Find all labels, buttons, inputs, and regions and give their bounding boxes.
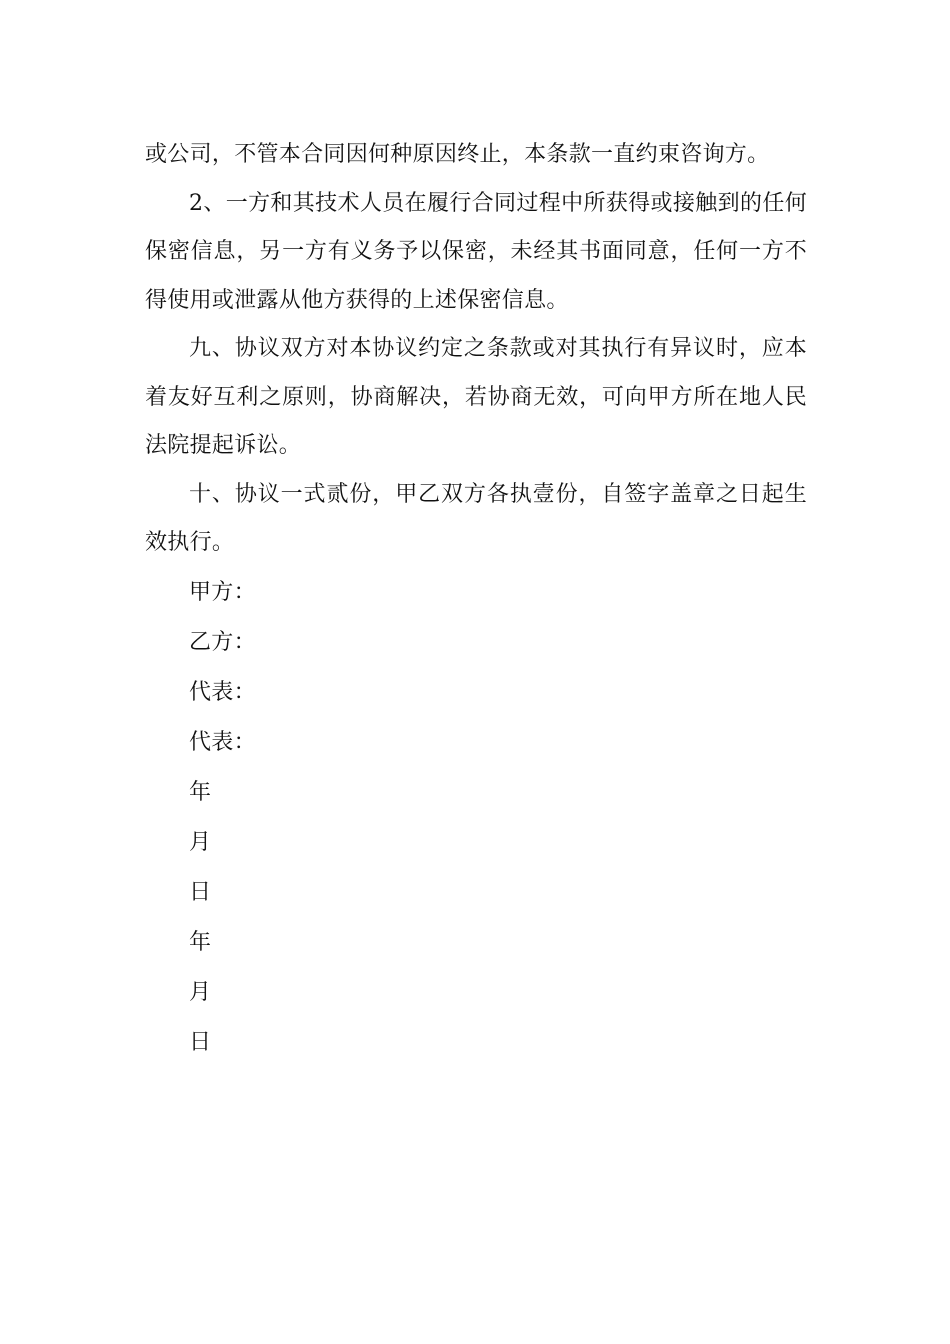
party-a-label: 甲方： <box>189 579 256 605</box>
paragraph-copies-effective: 十、协议一式贰份，甲乙双方各执壹份，自签字盖章之日起生效执行。 <box>145 481 807 555</box>
signature-block <box>145 568 807 1068</box>
representative-b-label: 代表： <box>189 729 256 755</box>
date-month-a: 月 <box>189 829 212 855</box>
representative-a-label: 代表： <box>189 679 256 705</box>
paragraph-dispute-resolution: 九、协议双方对本协议约定之条款或对其执行有异议时，应本着友好互利之原则，协商解决，若协商无效，可向甲方所在地人民法院提起诉讼。 <box>145 336 807 458</box>
date-month-b: 月 <box>189 979 212 1005</box>
date-year-b: 年 <box>189 929 212 955</box>
date-day-a: 日 <box>189 879 212 905</box>
paragraph-continuation: 或公司，不管本合同因何种原因终止，本条款一直约束咨询方。 <box>145 142 770 167</box>
party-b-label: 乙方： <box>189 629 256 655</box>
date-day-b: 日 <box>189 1029 212 1055</box>
date-year-a: 年 <box>189 779 212 805</box>
document-body <box>145 131 807 1068</box>
paragraph-confidentiality: 2、一方和其技术人员在履行合同过程中所获得或接触到的任何保密信息，另一方有义务予以保密，未经其书面同意，任何一方不得使用或泄露从他方获得的上述保密信息。 <box>145 190 807 313</box>
